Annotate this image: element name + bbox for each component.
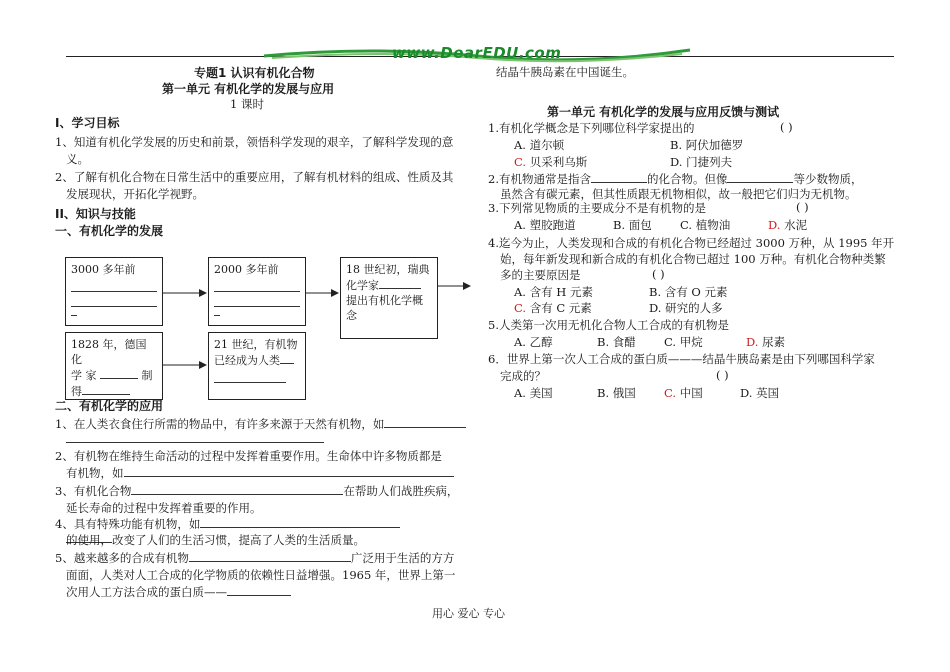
q1-option-d: D. 门捷列夫 xyxy=(670,155,733,169)
q6-option-b: B. 俄国 xyxy=(597,386,636,400)
option-letter: D. xyxy=(768,218,781,232)
application-3-line-1 xyxy=(55,483,458,499)
q3-option-c: C. 植物油 xyxy=(680,218,731,232)
subsection-development: 一、有机化学的发展 xyxy=(55,224,164,238)
q4-option-a: A. 含有 H 元素 xyxy=(514,285,593,299)
application-2-line-1: 2、有机物在维持生命活动的过程中发挥着重要作用。生命体中许多物质都是 xyxy=(55,449,442,463)
question-text: 等少数物质， xyxy=(793,172,863,186)
answer-paren-1: ( ) xyxy=(780,120,793,134)
option-letter: D. xyxy=(746,335,759,349)
timeline-box-text: 化学家 xyxy=(346,279,379,292)
goal-2-line-2: 发展现状，开拓化学视野。 xyxy=(66,187,204,201)
lesson-count: 1 课时 xyxy=(230,97,264,111)
q5-option-c: C. 甲烷 xyxy=(664,335,703,349)
application-text: 广泛用于生活的方方 xyxy=(350,551,455,565)
application-text: 5、越来越多的合成有机物 xyxy=(55,551,189,565)
quiz-title: 第一单元 有机化学的发展与应用反馈与测试 xyxy=(547,105,780,119)
question-5: 5.人类第一次用无机化合物人工合成的有机物是 xyxy=(488,318,729,332)
q1-option-a: A. 道尔顿 xyxy=(514,138,565,152)
timeline-box-line: 1828 年，德国化 xyxy=(71,338,147,366)
q5-option-a: A. 乙醇 xyxy=(514,335,553,349)
question-2-line-1 xyxy=(488,171,862,187)
question-2-line-2: 虽然含有碳元素，但其性质跟无机物相似，故一般把它们归为无机物。 xyxy=(500,187,857,201)
q1-option-b: B. 阿伏加德罗 xyxy=(670,138,744,152)
blank-line xyxy=(384,416,466,428)
q6-option-c xyxy=(664,385,703,401)
application-text: 在帮助人们战胜疾病， xyxy=(343,484,459,498)
application-text: 4、具有特殊功能有机物，如 xyxy=(55,517,201,531)
footer-text: 用心 爱心 专心 xyxy=(432,607,505,620)
q4-option-d: D. 研究的人多 xyxy=(649,301,723,315)
timeline-box-line: 念 xyxy=(346,309,357,322)
blank-line xyxy=(200,516,400,528)
application-4-line-1 xyxy=(55,516,400,532)
subsection-application: 二、有机化学的应用 xyxy=(55,399,164,413)
blank-line xyxy=(131,483,343,495)
application-text: 1、在人类衣食住行所需的物品中，有许多来源于天然有机物，如 xyxy=(55,417,385,431)
section-knowledge-skills: II、知识与技能 xyxy=(55,207,136,221)
q4-option-c xyxy=(514,300,592,316)
timeline-box-text: 已经成为人类 xyxy=(214,354,280,367)
q1-option-c xyxy=(514,154,587,170)
answer-paren-6: ( ) xyxy=(716,368,729,382)
q5-option-b: B. 食醋 xyxy=(597,335,636,349)
option-text: 尿素 xyxy=(758,335,786,349)
option-letter: C. xyxy=(664,386,677,400)
timeline-box-label: 2000 多年前 xyxy=(214,263,279,276)
question-3: 3.下列常见物质的主要成分不是有机物的是 xyxy=(488,201,706,215)
timeline-box-line: 21 世纪，有机物 xyxy=(214,338,298,351)
timeline-box-label: 3000 多年前 xyxy=(71,263,136,276)
q5-option-d xyxy=(746,334,785,350)
timeline-box-text: 学 家 xyxy=(71,369,97,382)
topic-title: 专题1 认识有机化合物 xyxy=(194,66,315,80)
question-1: 1.有机化学概念是下列哪位科学家提出的 xyxy=(488,121,695,135)
goal-1-line-2: 义。 xyxy=(66,152,89,166)
q3-option-b: B. 面包 xyxy=(613,218,652,232)
timeline-box-line: 18 世纪初，瑞典 xyxy=(346,263,430,276)
question-6-line-1: 6．世界上第一次人工合成的蛋白质———结晶牛胰岛素是由下列哪国科学家 xyxy=(488,352,875,366)
option-letter: C. xyxy=(514,155,527,169)
question-text: 2.有机物通常是指含 xyxy=(488,172,591,186)
question-4-line-3: 多的主要原因是 xyxy=(500,268,581,282)
timeline-box-text: 得 xyxy=(71,385,82,398)
blank-line xyxy=(66,442,324,443)
question-4-line-2: 始，每年新发现和新合成的有机化合物已超过 100 万种。有机化合物种类繁 xyxy=(500,252,886,266)
logo-text: www.DearEDU.com xyxy=(392,44,562,62)
option-text: 水泥 xyxy=(780,218,808,232)
application-4-line-2: 的使用，改变了人们的生活习惯，提高了人类的生活质量。 xyxy=(66,533,365,547)
q4-option-b: B. 含有 O 元素 xyxy=(649,285,728,299)
question-text: 的化合物。但像 xyxy=(646,172,728,186)
answer-paren-3: ( ) xyxy=(796,200,809,214)
application-5-line-2: 面面，人类对人工合成的化学物质的依赖性日益增强。1965 年，世界上第一 xyxy=(66,568,456,582)
application-text: 3、有机化合物 xyxy=(55,484,132,498)
question-4-line-1: 4.迄今为止，人类发现和合成的有机化合物已经超过 3000 万种，从 1995 年开 xyxy=(488,236,895,250)
blank-line xyxy=(727,171,793,183)
answer-paren-4: ( ) xyxy=(652,267,665,281)
application-text: 次用人工方法合成的蛋白质—— xyxy=(66,585,227,599)
unit-title: 第一单元 有机化学的发展与应用 xyxy=(162,82,335,96)
q6-option-d: D. 英国 xyxy=(740,386,780,400)
q3-option-a: A. 塑胶跑道 xyxy=(514,218,576,232)
q3-option-d xyxy=(768,217,807,233)
continued-text: 结晶牛胰岛素在中国诞生。 xyxy=(496,65,634,79)
blank-line xyxy=(591,171,647,183)
option-text: 含有 C 元素 xyxy=(526,301,592,315)
timeline-box-line: 提出有机化学概 xyxy=(346,294,423,307)
blank-line xyxy=(124,465,454,477)
blank-line xyxy=(227,584,291,596)
option-letter: C. xyxy=(514,301,527,315)
timeline-box-text: 制 xyxy=(141,369,153,382)
question-6-line-2: 完成的？ xyxy=(500,369,546,383)
application-2-line-2 xyxy=(66,465,454,481)
blank-line xyxy=(189,550,351,562)
application-3-line-2: 延长寿命的过程中发挥着重要的作用。 xyxy=(66,501,262,515)
q6-option-a: A. 美国 xyxy=(514,386,553,400)
application-text: 有机物，如 xyxy=(66,466,124,480)
goal-1-line-1: 1、知道有机化学发展的历史和前景，领悟科学发现的艰辛，了解科学发现的意 xyxy=(55,135,454,149)
option-text: 贝采利乌斯 xyxy=(526,155,588,169)
goal-2-line-1: 2、了解有机化合物在日常生活中的重要应用，了解有机材料的组成、性质及其 xyxy=(55,170,454,184)
section-learning-goals: I、学习目标 xyxy=(55,116,120,130)
application-5-line-3 xyxy=(66,584,291,600)
application-5-line-1 xyxy=(55,550,454,566)
option-text: 中国 xyxy=(676,386,703,400)
application-1 xyxy=(55,416,466,432)
